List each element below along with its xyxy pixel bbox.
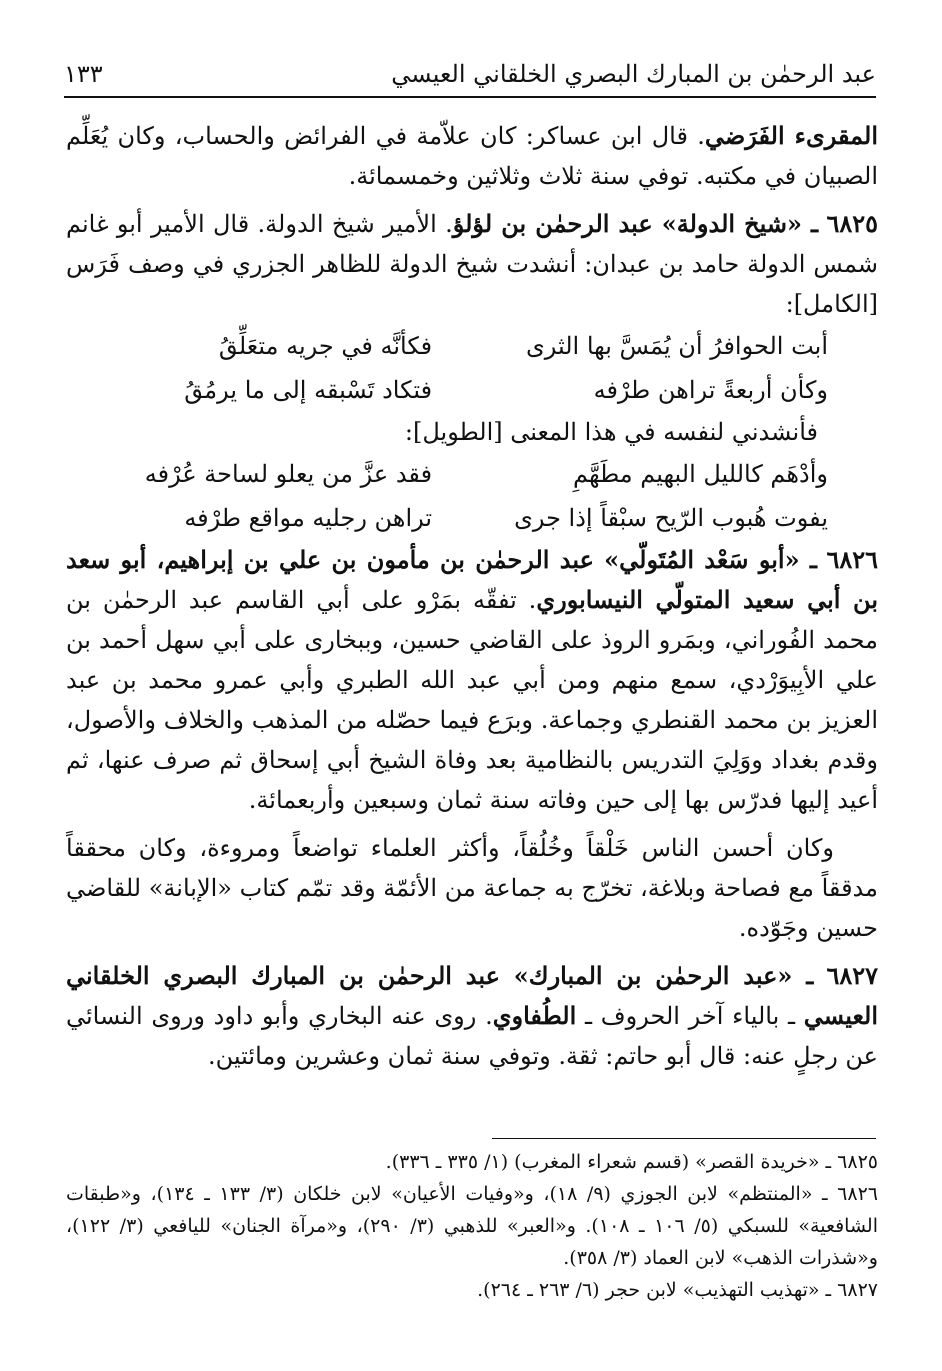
verse-second-hemistich: فتكاد تَسْبقه إلى ما يرمُقُ <box>184 376 433 404</box>
verse-first-hemistich: أبت الحوافرُ أن يُمَسَّ بها الثرى <box>525 332 828 360</box>
entry-number: ٦٨٢٥ <box>826 209 878 238</box>
entry-heading: ـ «أبو سَعْد المُتَولّي» عبد الرحمٰن بن مأمون بن علي بن إبراهيم، أبو سعد بن أبي سعيد المتولّي النيسابوري <box>66 545 879 614</box>
entry-text: . روى عنه البخاري وأبو داود وروى النسائي عن رجلٍ عنه: قال أبو حاتم: ثقة. وتوفي سنة ثمان وعشرين ومائتين. <box>66 1002 878 1070</box>
verse-first-hemistich: وكأن أربعةً تراهن طرْفه <box>593 376 828 404</box>
entry-heading: ـ «عبد الرحمٰن بن المبارك» عبد الرحمٰن بن المبارك البصري الخلقاني العيسي <box>66 961 878 1030</box>
running-title: عبد الرحمٰن بن المبارك البصري الخلقاني العيسي <box>391 60 876 88</box>
entry-text: . تفقّه بمَرْو على أبي القاسم عبد الرحمٰن بن محمد الفُوراني، وبمَرو الروذ على القاضي حسين، وببخارى على أبي سهل أحمد بن علي الأبِيوَرْدي، سمع منهم ومن أبي عبد الله الطبري وأبي عمرو محمد بن عبد العزيز بن محمد القنطري وجماعة. وبرَع فيما حصّله من المذهب والخلاف والأصول، وقدم بغداد ووَلِيَ التدريس بالنظامية بعد وفاة الشيخ أبي إسحاق ثم صرف عنها، ثم أعيد إليها فدرّس بها إلى حين وفاته سنة ثمان وسبعين وأربعمائة. <box>66 586 878 814</box>
verse-line-3 <box>66 452 878 496</box>
entry-6826-paragraph-2: وكان أحسن الناس خَلْقاً وخُلُقاً، وأكثر العلماء تواضعاً ومروءة، وكان محققاً مدققاً مع فصاحة وبلاغة، تخرّج به جماعة من الأئمّة وقد تمّم كتاب «الإبانة» للقاضي حسين وجَوّده. <box>66 834 878 942</box>
entry-6826 <box>66 540 878 820</box>
verse-second-hemistich: فكأنَّه في جريه متعَلِّقُ <box>218 332 433 360</box>
footnote-6826: ٦٨٢٦ ـ «المنتظم» لابن الجوزي (٩/ ١٨)، و«وفيات الأعيان» لابن خلكان (٣/ ١٣٣ ـ ١٣٤)، و«طبقات الشافعية» للسبكي (٥/ ١٠٦ ـ ١٠٨). و«العبر» للذهبي (٣/ ٢٩٠)، و«مرآة الجنان» لليافعي (٣/ ١٢٢)، و«شذرات الذهب» لابن العماد (٣/ ٣٥٨). <box>66 1183 878 1269</box>
bold-phrase: المقرىء الفَرَضي <box>704 121 878 150</box>
entry-6825 <box>66 204 878 324</box>
page-number: ١٣٣ <box>64 60 103 88</box>
nisba: الطُفاوي <box>492 1001 577 1030</box>
running-header <box>64 56 876 92</box>
verse-first-hemistich: يفوت هُبوب الرّيح سبْقاً إذا جرى <box>514 504 828 532</box>
entry-number: ٦٨٢٧ <box>826 961 878 990</box>
paragraph-text: . قال ابن عساكر: كان علاّمة في الفرائض والحساب، وكان يُعَلِّم الصبيان في مكتبه. توفي سنة ثلاث وثلاثين وخمسمائة. <box>66 122 878 190</box>
verse-line-4 <box>66 496 878 540</box>
entry-heading: ـ «شيخ الدولة» عبد الرحمٰن بن لؤلؤ <box>452 209 819 238</box>
verse-second-hemistich: فقد عزَّ من يعلو لساحة عُرْفه <box>144 460 433 488</box>
entry-text: . الأمير شيخ الدولة. قال الأمير أبو غانم شمس الدولة حامد بن عبدان: أنشدت شيخ الدولة للظاهر الجزري في وصف فَرَس [الكامل]: <box>66 210 878 318</box>
verse-line-1 <box>66 324 878 368</box>
footnote-6825: ٦٨٢٥ ـ «خريدة القصر» (قسم شعراء المغرب) (١/ ٣٣٥ ـ ٣٣٦). <box>385 1151 878 1173</box>
main-text <box>66 116 878 1076</box>
entry-6827 <box>66 956 878 1076</box>
footnote-6827: ٦٨٢٧ ـ «تهذيب التهذيب» لابن حجر (٦/ ٢٦٣ ـ ٢٦٤). <box>477 1279 878 1301</box>
entry-number: ٦٨٢٦ <box>826 545 878 574</box>
verse-second-hemistich: تراهن رجليه مواقع طرْفه <box>184 504 433 532</box>
footnote-rule <box>492 1138 876 1139</box>
header-rule <box>64 96 876 98</box>
entry-6824-continuation <box>66 116 878 196</box>
verse-first-hemistich: وأدْهَم كالليل البهيم مطَهَّمِ <box>573 460 828 488</box>
entry-note: ـ بالياء آخر الحروف ـ <box>576 1002 804 1030</box>
footnotes <box>66 1146 878 1306</box>
verse-intro: فأنشدني لنفسه في هذا المعنى [الطويل]: <box>404 418 818 446</box>
verse-line-2 <box>66 368 878 412</box>
